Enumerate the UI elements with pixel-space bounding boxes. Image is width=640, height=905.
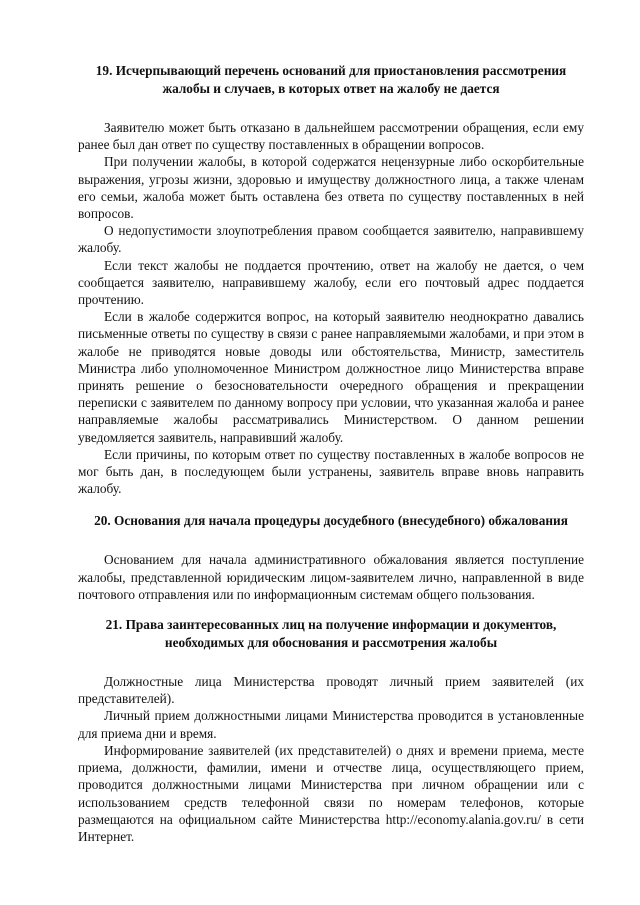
paragraph: Если причины, по которым ответ по существу поставленных в жалобе вопросов не мог быть дан, в последующем были устранены, заявитель вправе вновь направить жалобу.	[78, 446, 584, 497]
paragraph: Если текст жалобы не поддается прочтению, ответ на жалобу не дается, о чем сообщается заявителю, направившему жалобу, если его почтовый адрес поддается прочтению.	[78, 257, 584, 308]
paragraph: Если в жалобе содержится вопрос, на который заявителю неоднократно давались письменные ответы по существу в связи с ранее направляемыми жалобами, и при этом в жалобе не приводятся новые доводы или обстоятельства, Министр, заместитель Министра либо уполномоченное Министром должностное лицо Министерства вправе принять решение о безосновательности очередного обращения и прекращении переписки с заявителем по данному вопросу при условии, что указанная жалоба и ранее направляемые жалобы рассматривались Министерством. О данном решении уведомляется заявитель, направивший жалобу.	[78, 309, 584, 445]
paragraph: При получении жалобы, в которой содержатся нецензурные либо оскорбительные выражения, угрозы жизни, здоровью и имуществу должностного лица, а также членам его семьи, жалоба может быть оставлена без ответа по существу поставленных в ней вопросов.	[78, 154, 584, 222]
section-heading: 20. Основания для начала процедуры досудебного (внесудебного) обжалования	[94, 513, 568, 529]
section-heading: 19. Исчерпывающий перечень оснований для приостановления рассмотрения жалобы и случаев, в которых ответ на жалобу не дается	[95, 63, 567, 96]
paragraph: О недопустимости злоупотребления правом сообщается заявителю, направившему жалобу.	[78, 223, 584, 256]
paragraph: Должностные лица Министерства проводят личный прием заявителей (их представителей).	[78, 674, 584, 707]
paragraph: Информирование заявителей (их представителей) о днях и времени приема, месте приема, должности, фамилии, имени и отчестве лица, осуществляющего прием, проводится должностными лицами Министерства при личном обращении или с использованием средств телефонной связи по номерам телефонов, которые размещаются на официальном сайте Министерства http://economy.alania.gov.ru/ в сети Интернет.	[78, 742, 584, 844]
section-heading: 21. Права заинтересованных лиц на получение информации и документов, необходимых для обоснования и рассмотрения жалобы	[105, 617, 557, 651]
section-21	[78, 616, 584, 845]
paragraph: Заявителю может быть отказано в дальнейшем рассмотрении обращения, если ему ранее был дан ответ по существу поставленных в обращении вопросов.	[78, 120, 584, 153]
paragraph: Личный прием должностными лицами Министерства проводится в установленные для приема дни и время.	[78, 708, 584, 741]
section-19	[78, 62, 584, 497]
document-body	[78, 62, 584, 845]
paragraph: Основанием для начала административного обжалования является поступление жалобы, представленной юридическим лицом-заявителем лично, направленной в виде почтового отправления или по информационным системам общего пользования.	[78, 552, 584, 602]
section-20	[78, 512, 584, 603]
